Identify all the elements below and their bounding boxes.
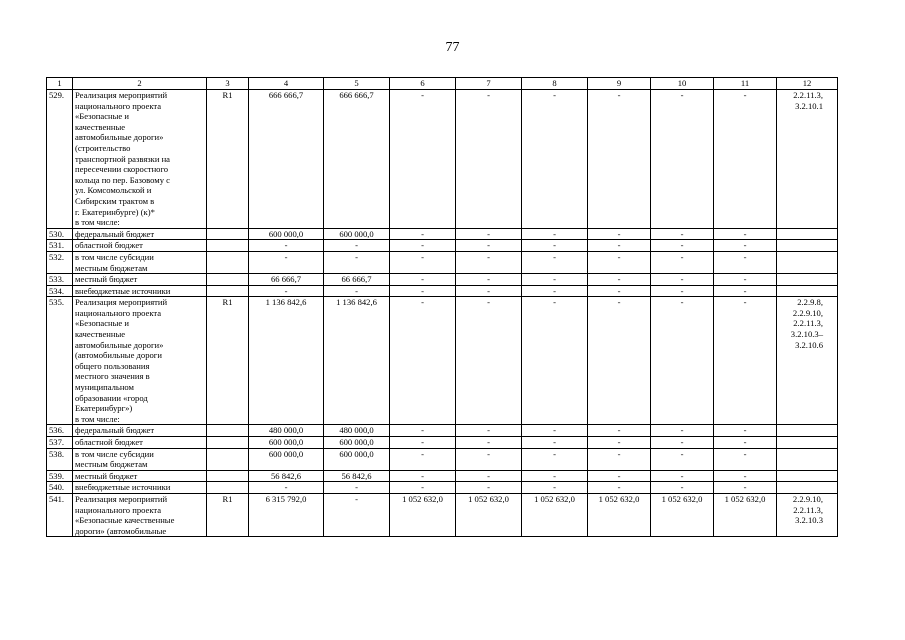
value-col-7: - [456,448,522,470]
value-col-10: 1 052 632,0 [651,493,714,536]
header-cell: 5 [324,78,390,90]
value-col-5: - [324,482,390,494]
value-col-8: - [522,274,588,286]
value-col-5: 600 000,0 [324,228,390,240]
table-row [47,297,838,425]
table-row [47,425,838,437]
header-cell: 12 [777,78,838,90]
value-col-9: - [588,228,651,240]
value-col-4: 66 666,7 [249,274,324,286]
value-col-7: - [456,228,522,240]
value-col-8: 1 052 632,0 [522,493,588,536]
value-col-11: - [714,297,777,425]
row-code [207,470,249,482]
value-col-4: 666 666,7 [249,90,324,229]
value-col-8: - [522,228,588,240]
row-code [207,437,249,449]
table-row [47,448,838,470]
value-col-6: - [390,285,456,297]
value-col-6: - [390,90,456,229]
value-col-4: - [249,251,324,273]
row-reference [777,425,838,437]
row-name: федеральный бюджет [73,425,207,437]
row-number: 530. [47,228,73,240]
value-col-6: - [390,297,456,425]
page-number: 77 [445,40,460,55]
value-col-11: - [714,470,777,482]
value-col-6: - [390,437,456,449]
row-name: Реализация мероприятий национального проекта «Безопасные качественные дороги» (автомобильные [73,493,207,536]
value-col-10: - [651,297,714,425]
value-col-7: - [456,297,522,425]
row-name: Реализация мероприятий национального проекта «Безопасные и качественные автомобильные дороги» (автомобильные дороги общего пользования местного значения в муниципальном образовании «город Екатеринбург») в том числе: [73,297,207,425]
table-row [47,493,838,536]
value-col-4: 56 842,6 [249,470,324,482]
value-col-8: - [522,425,588,437]
value-col-11: - [714,90,777,229]
row-code: R1 [207,297,249,425]
value-col-4: - [249,240,324,252]
value-col-4: - [249,285,324,297]
value-col-11: - [714,448,777,470]
row-code [207,228,249,240]
value-col-11: - [714,274,777,286]
header-cell: 10 [651,78,714,90]
value-col-8: - [522,448,588,470]
value-col-11: - [714,228,777,240]
table-row [47,90,838,229]
header-cell: 8 [522,78,588,90]
value-col-5: 666 666,7 [324,90,390,229]
table-row [47,437,838,449]
value-col-10: - [651,228,714,240]
row-code [207,285,249,297]
value-col-9: - [588,297,651,425]
value-col-6: 1 052 632,0 [390,493,456,536]
row-name: местный бюджет [73,470,207,482]
row-reference [777,470,838,482]
header-cell: 3 [207,78,249,90]
value-col-4: 600 000,0 [249,437,324,449]
value-col-10: - [651,425,714,437]
value-col-10: - [651,240,714,252]
header-cell: 2 [73,78,207,90]
row-name: областной бюджет [73,437,207,449]
value-col-7: - [456,470,522,482]
value-col-9: - [588,274,651,286]
value-col-7: - [456,285,522,297]
value-col-11: - [714,425,777,437]
row-number: 539. [47,470,73,482]
header-cell: 1 [47,78,73,90]
value-col-9: - [588,285,651,297]
row-code [207,274,249,286]
value-col-9: 1 052 632,0 [588,493,651,536]
value-col-9: - [588,425,651,437]
value-col-7: - [456,251,522,273]
value-col-10: - [651,448,714,470]
row-name: Реализация мероприятий национального проекта «Безопасные и качественные автомобильные дороги» (строительство транспортной развязки на пересечении скоростного кольца по пер. Базовому с ул. Комсомольской и Сибирским трактом в г. Екатеринбурге) (к)* в том числе: [73,90,207,229]
row-name: внебюджетные источники [73,285,207,297]
value-col-11: - [714,285,777,297]
table-row [47,228,838,240]
header-cell: 7 [456,78,522,90]
row-code [207,251,249,273]
value-col-8: - [522,240,588,252]
value-col-9: - [588,90,651,229]
value-col-7: - [456,274,522,286]
value-col-6: - [390,240,456,252]
value-col-5: - [324,285,390,297]
budget-table [46,77,838,537]
value-col-7: 1 052 632,0 [456,493,522,536]
row-code: R1 [207,90,249,229]
header-cell: 6 [390,78,456,90]
value-col-11: 1 052 632,0 [714,493,777,536]
value-col-4: 600 000,0 [249,448,324,470]
value-col-7: - [456,240,522,252]
value-col-9: - [588,470,651,482]
header-cell: 9 [588,78,651,90]
value-col-5: 600 000,0 [324,448,390,470]
row-name: областной бюджет [73,240,207,252]
row-code [207,482,249,494]
value-col-9: - [588,448,651,470]
row-number: 534. [47,285,73,297]
value-col-7: - [456,90,522,229]
row-number: 535. [47,297,73,425]
value-col-6: - [390,425,456,437]
row-reference [777,448,838,470]
value-col-5: - [324,251,390,273]
value-col-10: - [651,90,714,229]
header-cell: 4 [249,78,324,90]
value-col-5: 600 000,0 [324,437,390,449]
value-col-5: 56 842,6 [324,470,390,482]
value-col-10: - [651,251,714,273]
row-reference: 2.2.9.8, 2.2.9.10, 2.2.11.3, 3.2.10.3– 3.2.10.6 [777,297,838,425]
value-col-7: - [456,425,522,437]
value-col-4: - [249,482,324,494]
value-col-8: - [522,437,588,449]
table-row [47,470,838,482]
row-number: 537. [47,437,73,449]
value-col-9: - [588,482,651,494]
value-col-6: - [390,482,456,494]
table-row [47,240,838,252]
value-col-10: - [651,470,714,482]
value-col-10: - [651,437,714,449]
row-number: 532. [47,251,73,273]
value-col-5: - [324,493,390,536]
value-col-5: - [324,240,390,252]
row-number: 531. [47,240,73,252]
value-col-6: - [390,251,456,273]
row-code [207,448,249,470]
header-cell: 11 [714,78,777,90]
value-col-9: - [588,240,651,252]
row-number: 538. [47,448,73,470]
value-col-8: - [522,251,588,273]
value-col-8: - [522,482,588,494]
value-col-8: - [522,297,588,425]
value-col-8: - [522,90,588,229]
table-row [47,251,838,273]
table-row [47,482,838,494]
row-reference [777,274,838,286]
value-col-11: - [714,437,777,449]
row-number: 529. [47,90,73,229]
table-row [47,274,838,286]
value-col-10: - [651,285,714,297]
value-col-4: 1 136 842,6 [249,297,324,425]
row-number: 536. [47,425,73,437]
row-number: 533. [47,274,73,286]
value-col-6: - [390,274,456,286]
value-col-11: - [714,482,777,494]
value-col-11: - [714,251,777,273]
row-name: внебюджетные источники [73,482,207,494]
row-reference [777,228,838,240]
value-col-4: 480 000,0 [249,425,324,437]
row-reference [777,437,838,449]
value-col-6: - [390,228,456,240]
value-col-5: 66 666,7 [324,274,390,286]
row-reference [777,251,838,273]
value-col-4: 600 000,0 [249,228,324,240]
row-name: в том числе субсидии местным бюджетам [73,251,207,273]
value-col-6: - [390,448,456,470]
value-col-5: 1 136 842,6 [324,297,390,425]
value-col-6: - [390,470,456,482]
row-reference: 2.2.9.10, 2.2.11.3, 3.2.10.3 [777,493,838,536]
value-col-10: - [651,274,714,286]
row-reference [777,285,838,297]
value-col-9: - [588,437,651,449]
value-col-4: 6 315 792,0 [249,493,324,536]
value-col-8: - [522,285,588,297]
row-reference: 2.2.11.3, 3.2.10.1 [777,90,838,229]
value-col-11: - [714,240,777,252]
table-row [47,285,838,297]
value-col-9: - [588,251,651,273]
row-code: R1 [207,493,249,536]
header-row [47,78,838,90]
row-name: в том числе субсидии местным бюджетам [73,448,207,470]
row-code [207,425,249,437]
row-number: 541. [47,493,73,536]
row-name: местный бюджет [73,274,207,286]
value-col-10: - [651,482,714,494]
value-col-7: - [456,482,522,494]
value-col-5: 480 000,0 [324,425,390,437]
row-reference [777,240,838,252]
value-col-7: - [456,437,522,449]
row-name: федеральный бюджет [73,228,207,240]
row-reference [777,482,838,494]
value-col-8: - [522,470,588,482]
row-number: 540. [47,482,73,494]
row-code [207,240,249,252]
